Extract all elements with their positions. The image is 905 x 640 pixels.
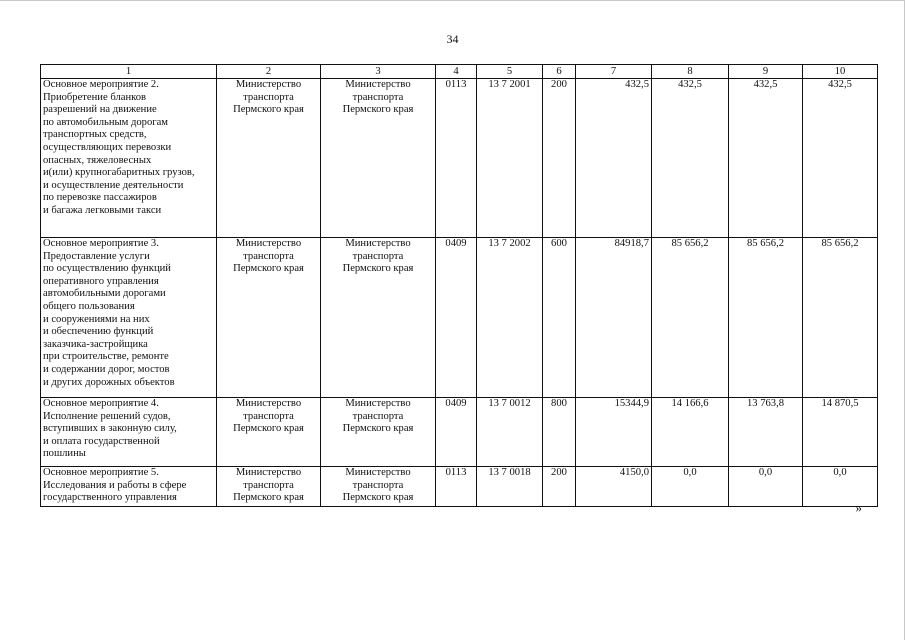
- responsible-executor: Министерство транспорта Пермского края: [217, 467, 321, 507]
- column-header: 2: [217, 65, 321, 79]
- budget-administrator: Министерство транспорта Пермского края: [321, 467, 436, 507]
- amount-col-10: 14 870,5: [803, 398, 878, 467]
- table-row: [41, 79, 878, 238]
- page-number: 34: [446, 32, 459, 46]
- table-row: [41, 467, 878, 507]
- budget-administrator: Министерство транспорта Пермского края: [321, 238, 436, 398]
- column-header: 3: [321, 65, 436, 79]
- amount-col-9: 85 656,2: [729, 238, 803, 398]
- amount-col-8: 14 166,6: [652, 398, 729, 467]
- amount-col-8: 432,5: [652, 79, 729, 238]
- amount-col-7: 4150,0: [576, 467, 652, 507]
- continuation-mark: »: [855, 500, 862, 515]
- expense-type-code: 800: [543, 398, 576, 467]
- expense-type-code: 200: [543, 467, 576, 507]
- section-code: 0409: [436, 238, 477, 398]
- responsible-executor: Министерство транспорта Пермского края: [217, 238, 321, 398]
- column-header: 6: [543, 65, 576, 79]
- amount-col-10: 85 656,2: [803, 238, 878, 398]
- column-header: 8: [652, 65, 729, 79]
- target-code: 13 7 0012: [477, 398, 543, 467]
- scan-edge-top: [0, 0, 905, 1]
- amount-col-9: 0,0: [729, 467, 803, 507]
- column-header: 4: [436, 65, 477, 79]
- table-row: [41, 238, 878, 398]
- amount-col-7: 432,5: [576, 79, 652, 238]
- column-header: 7: [576, 65, 652, 79]
- budget-administrator: Министерство транспорта Пермского края: [321, 79, 436, 238]
- column-header: 1: [41, 65, 217, 79]
- column-header: 9: [729, 65, 803, 79]
- amount-col-10: 432,5: [803, 79, 878, 238]
- amount-col-9: 13 763,8: [729, 398, 803, 467]
- budget-administrator: Министерство транспорта Пермского края: [321, 398, 436, 467]
- responsible-executor: Министерство транспорта Пермского края: [217, 398, 321, 467]
- activity-description: Основное мероприятие 3. Предоставление услуги по осуществлению функций оперативного управления автомобильными дорогами общего пользования и сооружениями на них и обеспечению функций заказчика-застройщика при строительстве, ремонте и содержании дорог, мостов и других дорожных объектов: [41, 238, 217, 398]
- column-header: 10: [803, 65, 878, 79]
- amount-col-7: 84918,7: [576, 238, 652, 398]
- amount-col-10: 0,0: [803, 467, 878, 507]
- budget-table: [40, 64, 878, 507]
- target-code: 13 7 2001: [477, 79, 543, 238]
- expense-type-code: 600: [543, 238, 576, 398]
- amount-col-9: 432,5: [729, 79, 803, 238]
- section-code: 0113: [436, 79, 477, 238]
- column-header: 5: [477, 65, 543, 79]
- responsible-executor: Министерство транспорта Пермского края: [217, 79, 321, 238]
- expense-type-code: 200: [543, 79, 576, 238]
- amount-col-7: 15344,9: [576, 398, 652, 467]
- table-row: [41, 398, 878, 467]
- target-code: 13 7 0018: [477, 467, 543, 507]
- section-code: 0409: [436, 398, 477, 467]
- activity-description: Основное мероприятие 2. Приобретение бланков разрешений на движение по автомобильным дорогам транспортных средств, осуществляющих перевозки опасных, тяжеловесных и(или) крупногабаритных грузов, и осуществление деятельности по перевозке пассажиров и багажа легковыми такси: [41, 79, 217, 238]
- amount-col-8: 85 656,2: [652, 238, 729, 398]
- target-code: 13 7 2002: [477, 238, 543, 398]
- amount-col-8: 0,0: [652, 467, 729, 507]
- table-header-row: [41, 65, 878, 79]
- section-code: 0113: [436, 467, 477, 507]
- activity-description: Основное мероприятие 4. Исполнение решений судов, вступивших в законную силу, и оплата государственной пошлины: [41, 398, 217, 467]
- activity-description: Основное мероприятие 5. Исследования и работы в сфере государственного управления: [41, 467, 217, 507]
